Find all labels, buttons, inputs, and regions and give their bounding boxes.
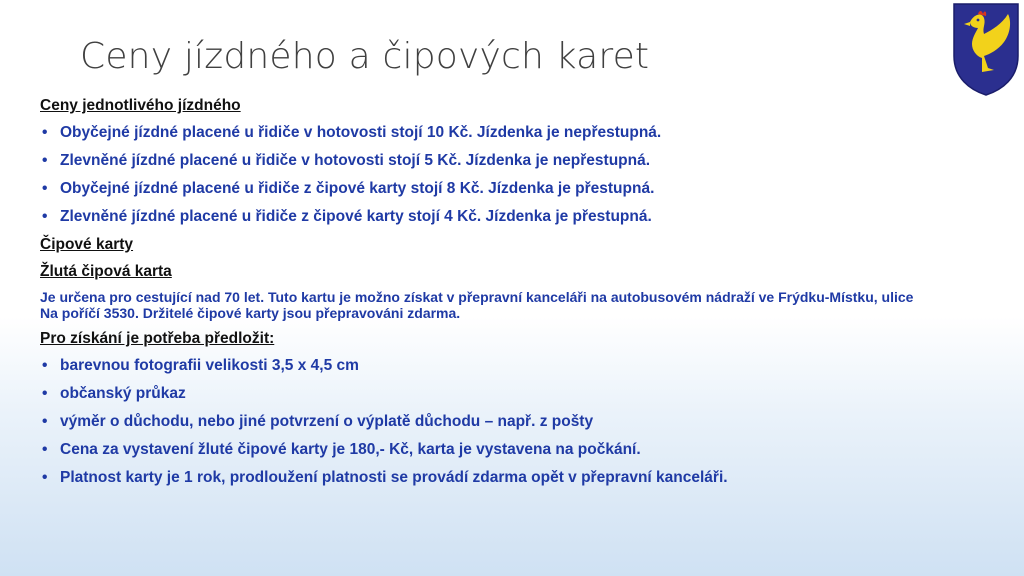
list-item-text: Zlevněné jízdné placené u řidiče z čipové karty stojí 4 Kč. Jízdenka je přestupná. xyxy=(60,208,652,225)
bullet-icon: • xyxy=(42,180,48,197)
list-item xyxy=(40,179,940,199)
list-item-text: Zlevněné jízdné placené u řidiče v hotovosti stojí 5 Kč. Jízdenka je nepřestupná. xyxy=(60,152,651,169)
list-item-text: Obyčejné jízdné placené u řidiče z čipové karty stojí 8 Kč. Jízdenka je přestupná. xyxy=(60,180,655,197)
list-item xyxy=(40,123,940,143)
bullet-icon: • xyxy=(42,413,48,430)
list-item-text: výměr o důchodu, nebo jiné potvrzení o výplatě důchodu – např. z pošty xyxy=(60,413,594,430)
list-item xyxy=(40,412,940,432)
bullet-icon: • xyxy=(42,441,48,458)
section-heading-single-fares: Ceny jednotlivého jízdného xyxy=(40,97,241,114)
list-item-text: občanský průkaz xyxy=(60,385,186,402)
bullet-icon: • xyxy=(42,357,48,374)
bullet-icon: • xyxy=(42,208,48,225)
list-item xyxy=(40,151,940,171)
list-item xyxy=(40,356,940,376)
single-fares-list xyxy=(40,123,940,227)
bullet-icon: • xyxy=(42,124,48,141)
bullet-icon: • xyxy=(42,385,48,402)
slide-title: Ceny jízdného a čipových karet xyxy=(80,36,650,77)
slide-content xyxy=(40,96,940,496)
section-heading-requirements: Pro získání je potřeba předložit: xyxy=(40,330,275,347)
list-item-text: Cena za vystavení žluté čipové karty je 180,- Kč, karta je vystavena na počkání. xyxy=(60,441,641,458)
list-item-text: barevnou fotografii velikosti 3,5 x 4,5 cm xyxy=(60,357,359,374)
list-item xyxy=(40,207,940,227)
bullet-icon: • xyxy=(42,469,48,486)
rooster-coat-of-arms-icon xyxy=(948,0,1024,96)
section-heading-chip-cards: Čipové karty xyxy=(40,236,134,253)
bullet-icon: • xyxy=(42,152,48,169)
list-item-text: Platnost karty je 1 rok, prodloužení platnosti se provádí zdarma opět v přepravní kanceláři. xyxy=(60,469,728,486)
list-item-text: Obyčejné jízdné placené u řidiče v hotovosti stojí 10 Kč. Jízdenka je nepřestupná. xyxy=(60,124,662,141)
requirements-list xyxy=(40,356,940,488)
yellow-card-description: Je určena pro cestující nad 70 let. Tuto kartu je možno získat v přepravní kanceláři na autobusovém nádraží ve Frýdku-Místku, ulice Na poříčí 3530. Držitelé čipové karty jsou přepravováni zdarma. xyxy=(40,289,914,321)
list-item xyxy=(40,384,940,404)
section-subheading-yellow-card: Žlutá čipová karta xyxy=(40,263,172,280)
list-item xyxy=(40,468,940,488)
list-item xyxy=(40,440,940,460)
